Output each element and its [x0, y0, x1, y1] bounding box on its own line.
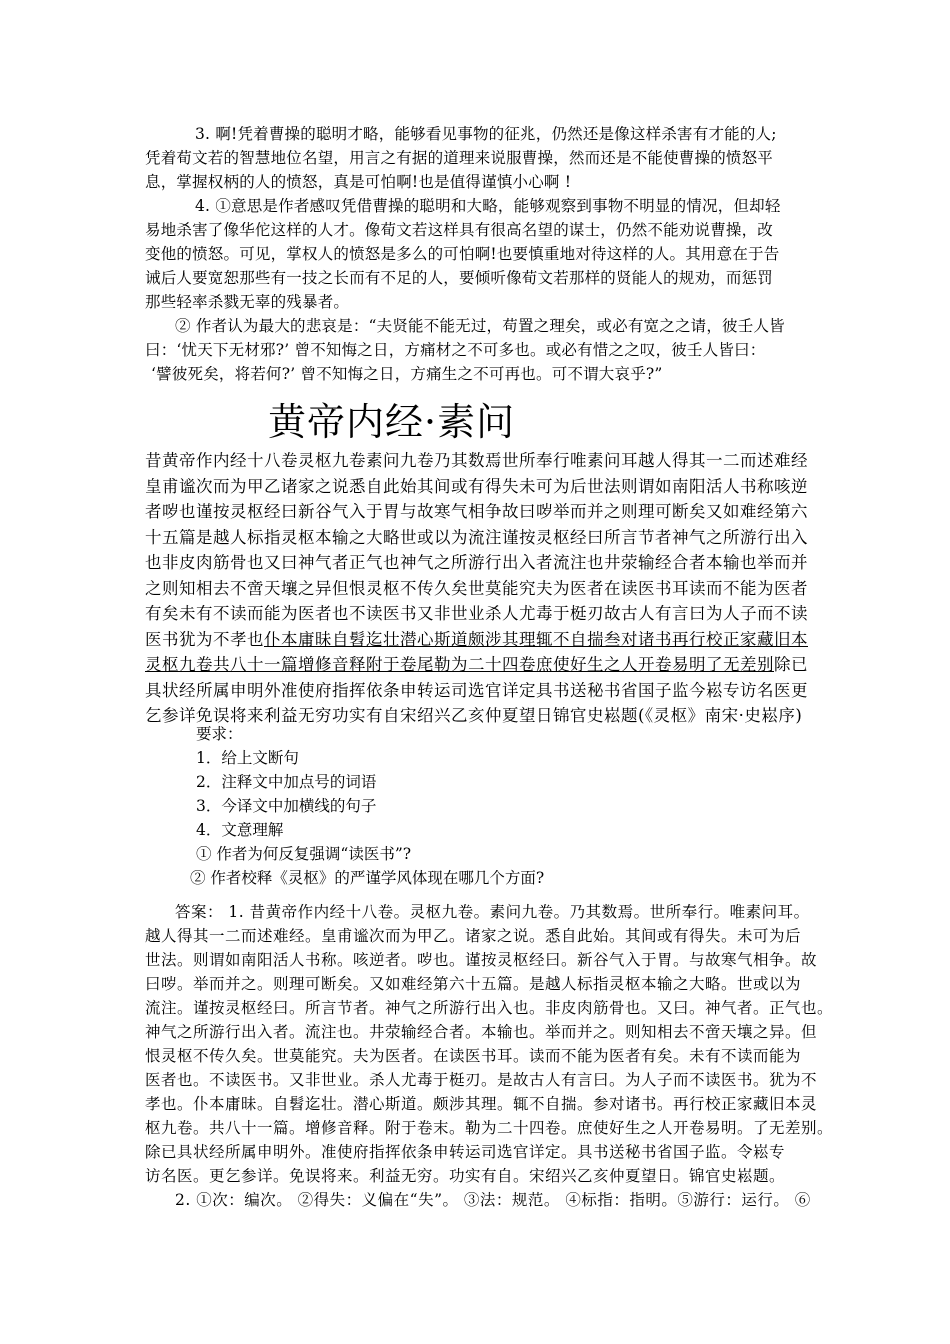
text-line: 除已具状经所属申明外。准使府指挥依条申转运司选官详定。具书送秘书省国子监。令崧专	[145, 1143, 786, 1161]
requirements-list	[190, 722, 545, 890]
text-line: 医者也。不读医书。又非世业。杀人尤毒于梃刃。是故古人有言曰。为人子而不读医书。犹为不	[145, 1071, 818, 1089]
text-line: 乞参详免误将来利益无穷功实有自宋绍兴乙亥仲夏望日锦官史崧题(《灵枢》南宋·史崧序)	[145, 706, 803, 725]
requirement-item: ② 作者校释《灵枢》的严谨学风体现在哪几个方面?	[190, 869, 545, 887]
text-line: 易地杀害了像华佗这样的人才。像荀文若这样具有很高名望的谋士，仍然不能劝说曹操，改	[145, 221, 774, 239]
text-line: 3. 啊!凭着曹操的聪明才略，能够看见事物的征兆，仍然还是像这样杀害有才能的人;	[195, 125, 777, 143]
text-line: 孝也。仆本庸昧。自髫迄壮。潜心斯道。颇涉其理。辄不自揣。参对诸书。再行校正家藏旧本灵	[145, 1095, 818, 1113]
text-line: 4. ①意思是作者感叹凭借曹操的聪明和大略，能够观察到事物不明显的情况，但却轻	[195, 197, 781, 215]
text-line: 十五篇是越人标指灵枢本输之大略世或以为流注谨按灵枢经曰所言节者神气之所游行出入	[145, 527, 808, 547]
text-line: 也非皮肉筋骨也又曰神气者正气也神气之所游行出入者流注也井荥输经合者本输也举而并	[145, 553, 808, 572]
classical-passage	[145, 448, 817, 729]
requirement-item: 1．给上文断句	[196, 749, 299, 767]
text-line: 之则知相去不啻天壤之异但恨灵枢不传久矣世莫能究夫为医者在读医书耳读而不能为医者	[145, 578, 808, 598]
text-line: 昔黄帝作内经十八卷灵枢九卷素问九卷乃其数焉世所奉行唯素问耳越人得其一二而述难经	[145, 451, 808, 470]
text-line: ‘譬彼死矣，将若何?’ 曾不知悔之日，方痛生之不可再也。可不谓大哀乎?”	[151, 365, 663, 383]
text-line: 越人得其一二而述难经。皇甫谧次而为甲乙。诸家之说。悉自此始。其间或有得失。未可为后	[145, 927, 802, 945]
requirement-item: 3．今译文中加横线的句子	[196, 797, 377, 815]
text-line	[145, 652, 817, 678]
text-line: 有矣未有不读而能为医者也不读医书又非世业杀人尤毒于梃刃故古人有言曰为人子而不读	[145, 604, 808, 623]
text-line: 那些轻率杀戮无辜的残暴者。	[145, 293, 350, 311]
text-line	[145, 627, 817, 653]
text-line: 恨灵枢不传久矣。世莫能究。夫为医者。在读医书耳。读而不能为医者有矣。未有不读而能为	[145, 1047, 802, 1065]
text-line: 息，掌握权柄的人的愤怒，真是可怕啊!也是值得谨慎小心啊 !	[145, 173, 572, 191]
text-line: 曰哕。举而并之。则理可断矣。又如难经第六十五篇。是越人标指灵枢本输之大略。世或以为	[145, 975, 802, 993]
underlined-sentence: 灵枢九卷共八十一篇增修音释附于卷尾勒为二十四卷庶使好生之人开卷易明了无差别	[145, 655, 774, 674]
text-line: 曰：‘忧天下无材邪?’ 曾不知悔之日，方痛材之不可多也。或必有惜之之叹，彼壬人皆曰：	[145, 341, 766, 359]
text-line: 2. ①次：编次。 ②得失：义偏在“失”。 ③法：规范。 ④标指：指明。⑤游行：运行。 ⑥	[175, 1191, 811, 1209]
previous-answer-block	[145, 122, 810, 386]
requirement-item: ① 作者为何反复强调“读医书”?	[196, 845, 412, 863]
text-line: 具状经所属申明外准使府指挥依条申转运司选官详定具书送秘书省国子监今崧专访名医更	[145, 680, 808, 700]
text-line: 答案： 1. 昔黄帝作内经十八卷。灵枢九卷。素问九卷。乃其数焉。世所奉行。唯素问耳。	[175, 903, 810, 921]
text-line: ② 作者认为最大的悲哀是：“夫贤能不能无过，苟置之理矣，或必有宽之之请，彼壬人皆	[175, 317, 785, 335]
text-line: 皇甫谧次而为甲乙诸家之说悉自此始其间或有得失未可为后世法则谓如南阳活人书称咳逆	[145, 476, 808, 496]
text-line: 枢九卷。共八十一篇。增修音释。附于卷末。勒为二十四卷。庶使好生之人开卷易明。了无差别。	[145, 1119, 834, 1137]
text-line: 诫后人要宽恕那些有一技之长而有不足的人，要倾听像荀文若那样的贤能人的规劝，而惩罚	[145, 269, 774, 287]
text-segment: 医书犹为不孝也	[145, 629, 264, 649]
requirement-item: 2．注释文中加点号的词语	[196, 773, 377, 791]
underlined-sentence: 仆本庸昧自髫迄壮潜心斯道颇涉其理辄不自揣叁对诸书再行校正家藏旧本	[264, 629, 808, 649]
text-line: 变他的愤怒。可见，掌权人的愤怒是多么的可怕啊!也要慎重地对待这样的人。其用意在于告	[145, 245, 780, 263]
text-line: 世法。则谓如南阳活人书称。咳逆者。哕也。谨按灵枢经曰。新谷气入于胃。与故寒气相争。故	[145, 951, 818, 969]
requirement-item: 4．文意理解	[196, 821, 284, 839]
requirements-heading: 要求：	[196, 725, 243, 743]
text-line: 流注。谨按灵枢经曰。所言节者。神气之所游行出入也。非皮肉筋骨也。又曰。神气者。正气也。	[145, 999, 834, 1017]
answers-block	[145, 900, 834, 1212]
page-title: 黄帝内经·素问	[268, 400, 516, 444]
text-segment: 除已	[774, 655, 808, 674]
text-line: 访名医。更乞参详。免误将来。利益无穷。功实有自。宋绍兴乙亥仲夏望日。锦官史崧题。	[145, 1167, 786, 1185]
text-line: 神气之所游行出入者。流注也。井荥输经合者。本输也。举而并之。则知相去不啻天壤之异。但	[145, 1023, 818, 1041]
text-line: 者哕也谨按灵枢经曰新谷气入于胃与故寒气相争故曰哕举而并之则理可断矣又如难经第六	[145, 502, 808, 521]
text-line: 凭着荀文若的智慧地位名望，用言之有据的道理来说服曹操，然而还是不能使曹操的愤怒平	[145, 149, 774, 167]
